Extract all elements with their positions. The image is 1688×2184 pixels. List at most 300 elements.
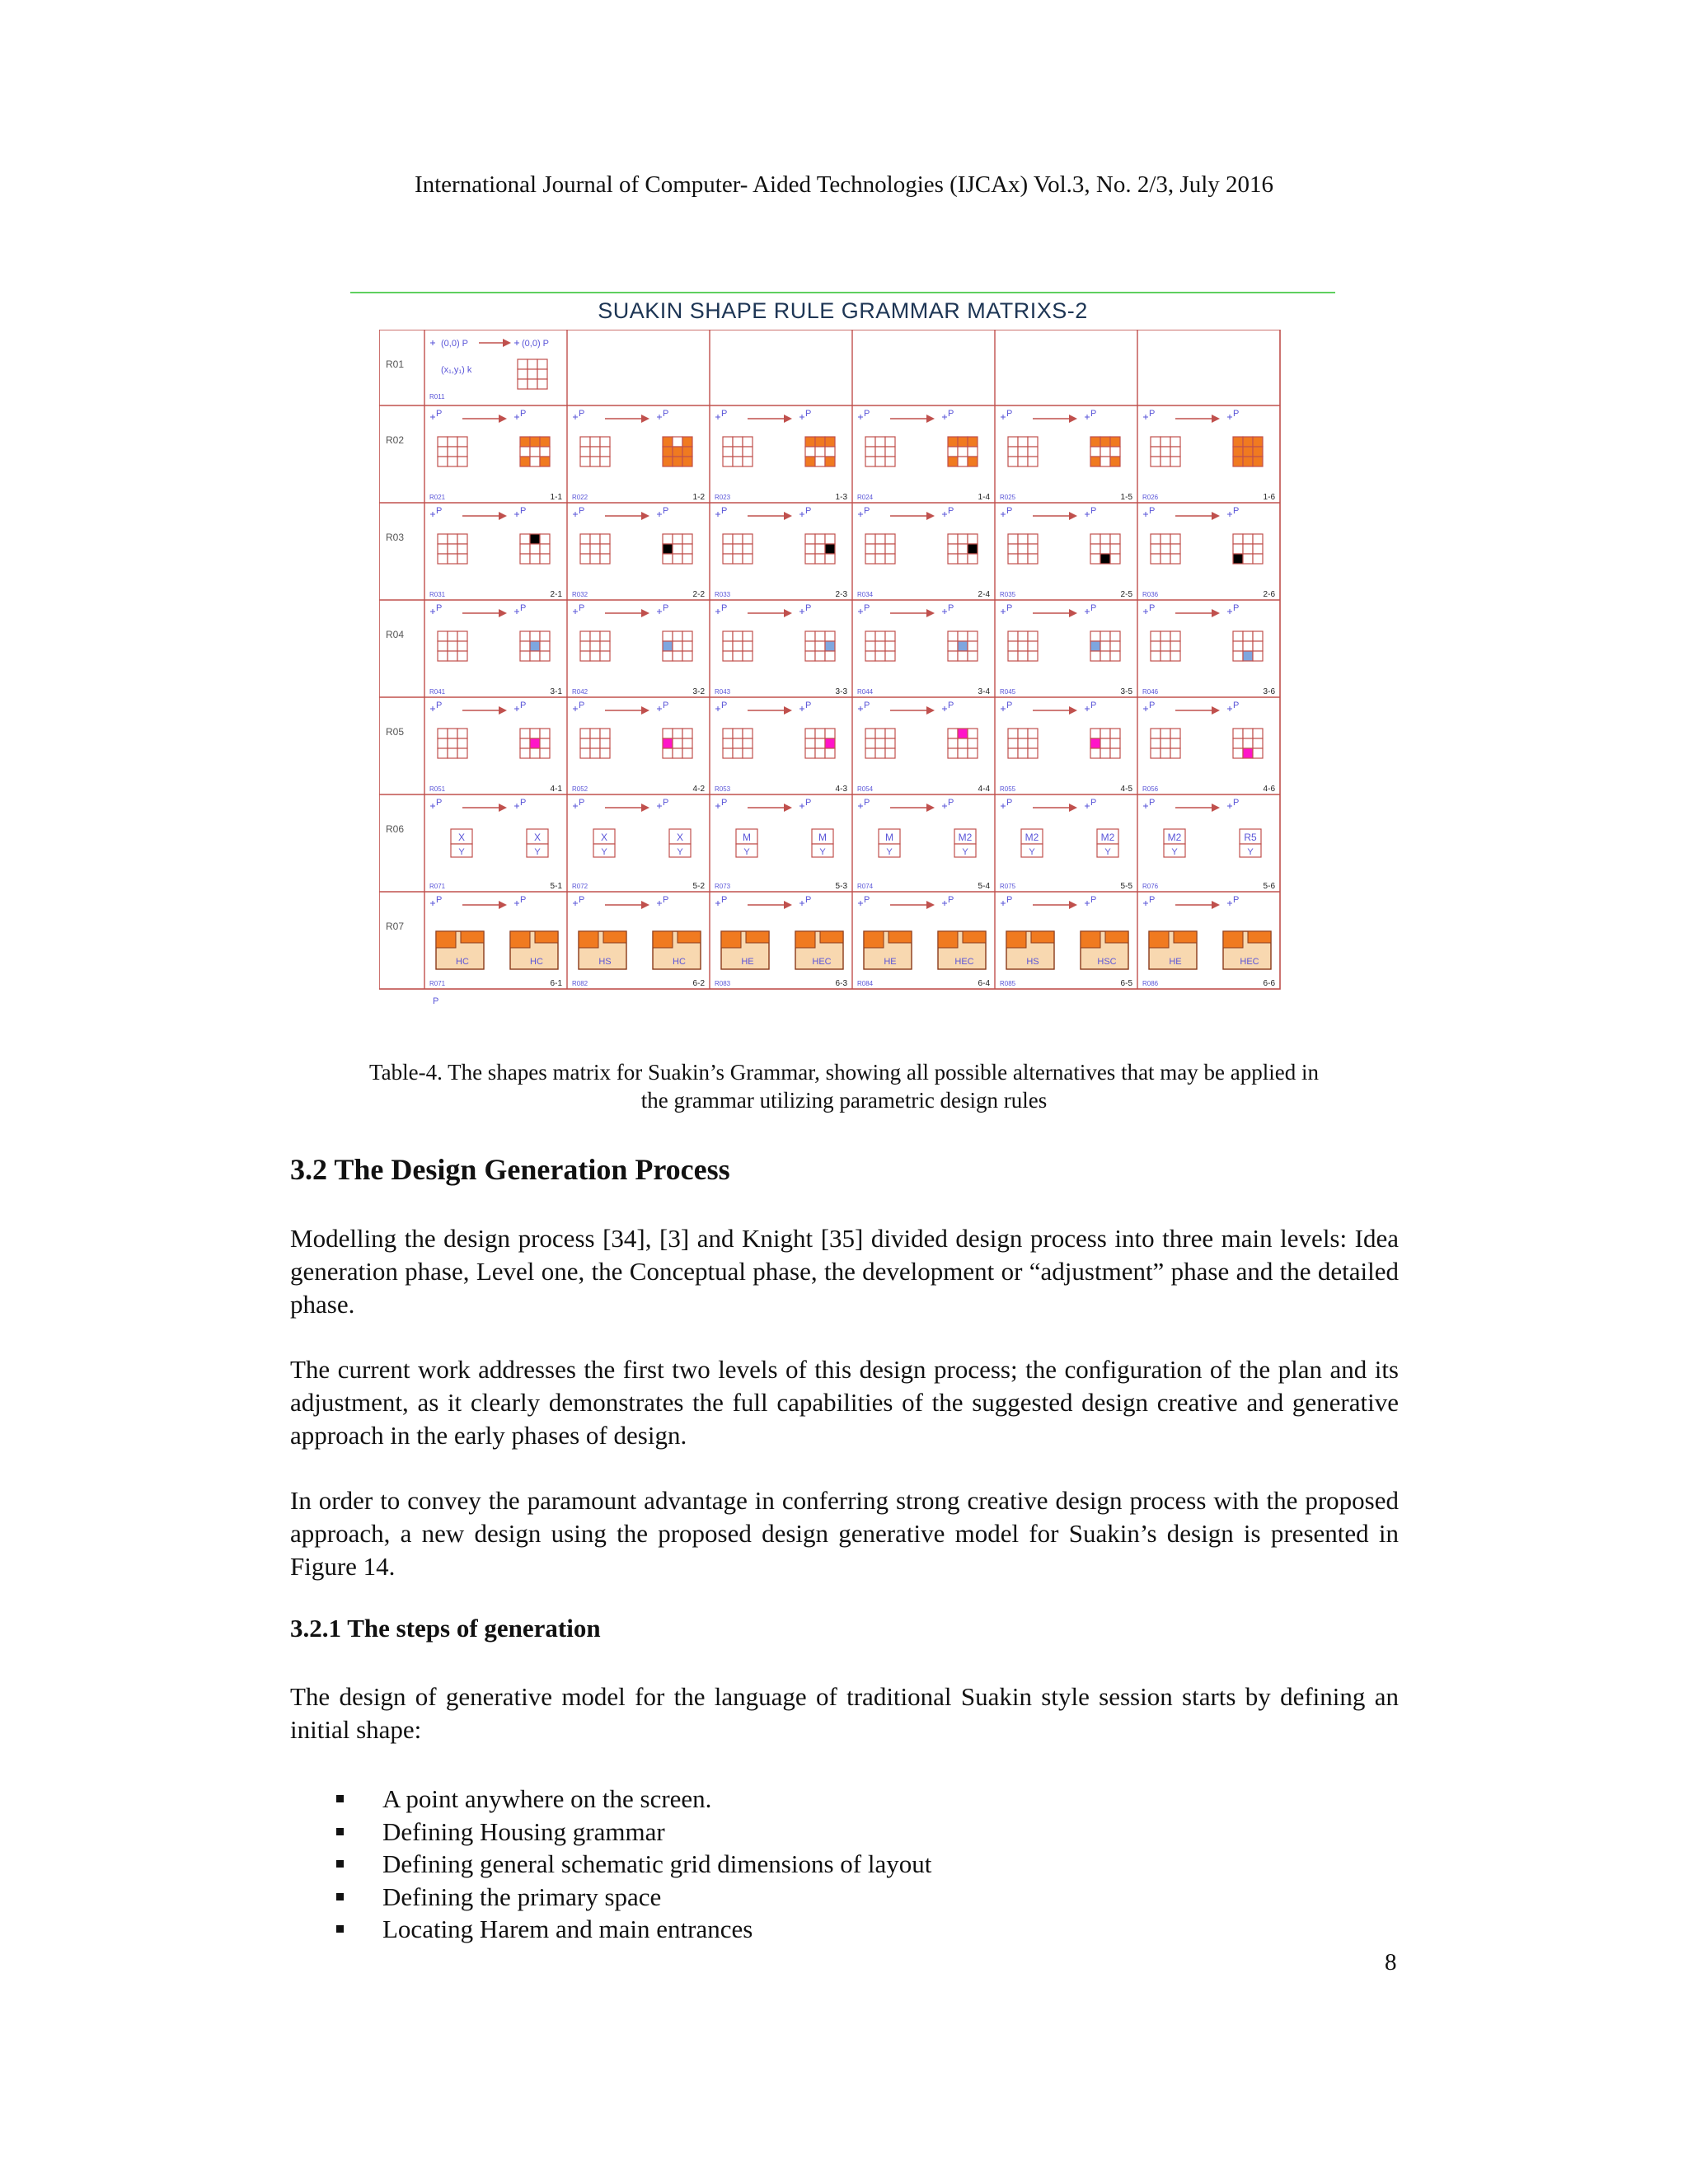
grid-cell xyxy=(1233,544,1243,554)
grid-cell xyxy=(1028,437,1038,447)
grid-cell xyxy=(520,641,530,651)
grid-cell xyxy=(885,748,895,758)
grid-cell xyxy=(600,437,610,447)
list-item-text: A point anywhere on the screen. xyxy=(382,1784,712,1813)
grid-cell xyxy=(1100,738,1110,748)
grid-cell xyxy=(825,437,835,447)
grid-cell xyxy=(590,554,600,564)
rule-code: R035 xyxy=(1000,591,1016,598)
cell-number: 2-2 xyxy=(692,590,705,599)
cell-number: 1-2 xyxy=(692,493,705,502)
bullet-square-icon xyxy=(336,1860,344,1868)
space-label: M xyxy=(818,832,827,843)
grid-cell xyxy=(1233,631,1243,641)
space-label: M2 xyxy=(1100,832,1115,843)
grid-cell xyxy=(743,554,753,564)
grid-cell xyxy=(968,748,978,758)
grid-cell xyxy=(723,457,733,466)
point-label: P xyxy=(1090,701,1097,710)
list-item-text: Defining the primary space xyxy=(382,1882,662,1911)
grid-cell xyxy=(1253,729,1263,738)
grid-cell xyxy=(1151,554,1160,564)
rule-code: R011 xyxy=(429,393,445,401)
grid-cell xyxy=(1243,554,1253,564)
grid-cell xyxy=(1090,748,1100,758)
cell-number: 6-4 xyxy=(978,979,990,988)
cell-number: 6-6 xyxy=(1263,979,1275,988)
cell-number: 4-3 xyxy=(835,785,847,794)
grid-cell xyxy=(815,534,825,544)
plan-room xyxy=(721,931,741,948)
grid-cell xyxy=(590,447,600,457)
grid-cell xyxy=(540,534,550,544)
grid-cell xyxy=(948,641,958,651)
grid-cell xyxy=(520,534,530,544)
grid-cell xyxy=(865,457,875,466)
grid-cell xyxy=(438,738,448,748)
point-label: P xyxy=(1006,409,1013,419)
grid-cell xyxy=(733,457,743,466)
grid-cell xyxy=(815,554,825,564)
rule-code: R043 xyxy=(715,688,731,696)
grid-cell xyxy=(1008,554,1018,564)
grid-cell xyxy=(520,554,530,564)
grid-cell xyxy=(865,631,875,641)
grid-cell xyxy=(1170,457,1180,466)
point-label: P xyxy=(721,895,728,905)
grid-cell xyxy=(540,738,550,748)
grid-cell xyxy=(815,447,825,457)
grid-cell xyxy=(1243,631,1253,641)
grid-cell xyxy=(885,447,895,457)
grid-cell xyxy=(733,631,743,641)
grid-cell xyxy=(1170,437,1180,447)
grid-cell xyxy=(580,534,590,544)
grid-cell xyxy=(1110,534,1120,544)
grid-cell xyxy=(1170,641,1180,651)
grid-cell xyxy=(1028,457,1038,466)
grid-cell xyxy=(1170,554,1180,564)
rule-arrow-head-icon xyxy=(641,415,649,423)
grid-cell xyxy=(1243,437,1253,447)
point-label: P xyxy=(805,506,812,516)
row-label: R01 xyxy=(386,359,405,370)
rule-arrow-head-icon xyxy=(641,804,649,812)
grid-cell xyxy=(1100,748,1110,758)
grid-cell xyxy=(1018,729,1028,738)
rule-arrow-head-icon xyxy=(499,415,507,423)
rule-arrow-head-icon xyxy=(1069,901,1077,909)
grid-cell xyxy=(958,554,968,564)
point-label: P xyxy=(1149,895,1156,905)
grid-cell xyxy=(530,457,540,466)
grid-cell xyxy=(1170,729,1180,738)
grid-cell xyxy=(958,631,968,641)
cell-number: 5-4 xyxy=(978,882,990,891)
grid-cell xyxy=(805,641,815,651)
grid-cell xyxy=(1090,447,1100,457)
grid-cell xyxy=(537,369,547,379)
grid-cell xyxy=(580,447,590,457)
grid-cell xyxy=(1253,631,1263,641)
grid-cell xyxy=(885,554,895,564)
point-label: P xyxy=(864,895,870,905)
grid-cell xyxy=(530,651,540,661)
cell-number: 4-1 xyxy=(550,785,562,794)
grid-cell xyxy=(682,729,692,738)
grid-cell xyxy=(1018,457,1028,466)
grid-cell xyxy=(723,544,733,554)
grid-cell xyxy=(682,738,692,748)
point-label: P xyxy=(1233,409,1240,419)
rule-code: R055 xyxy=(1000,785,1016,793)
plan-room xyxy=(535,931,558,943)
grid-cell xyxy=(825,544,835,554)
grid-cell xyxy=(1151,729,1160,738)
grid-cell xyxy=(663,534,673,544)
rule-code: R076 xyxy=(1142,883,1159,890)
shape-rule-matrix xyxy=(379,330,1286,1014)
grid-cell xyxy=(448,544,457,554)
grid-cell xyxy=(1253,738,1263,748)
grid-cell xyxy=(968,729,978,738)
plan-room xyxy=(1081,931,1100,948)
grid-cell xyxy=(815,544,825,554)
list-item xyxy=(330,1848,931,1881)
grid-cell xyxy=(865,738,875,748)
grid-cell xyxy=(457,641,467,651)
grid-cell xyxy=(518,359,528,369)
grid-cell xyxy=(682,437,692,447)
rule-code: R025 xyxy=(1000,494,1016,501)
grid-cell xyxy=(1100,437,1110,447)
grid-cell xyxy=(540,651,550,661)
list-item xyxy=(330,1913,931,1946)
grid-cell xyxy=(958,729,968,738)
point-label: P xyxy=(663,409,669,419)
point-label: P xyxy=(1006,701,1013,710)
cell-number: 1-1 xyxy=(550,493,562,502)
plan-room xyxy=(461,931,484,943)
grid-cell xyxy=(1090,738,1100,748)
cell-number: 2-4 xyxy=(978,590,990,599)
rule-code: R054 xyxy=(857,785,874,793)
grid-cell xyxy=(457,651,467,661)
grid-cell xyxy=(1028,738,1038,748)
space-label: X xyxy=(600,832,608,843)
grid-cell xyxy=(1160,651,1170,661)
point-label: P xyxy=(663,506,669,516)
grid-cell xyxy=(743,437,753,447)
list-item xyxy=(330,1783,931,1816)
grid-cell xyxy=(825,729,835,738)
grid-cell xyxy=(448,534,457,544)
grid-cell xyxy=(1018,447,1028,457)
rule-arrow-head-icon xyxy=(641,609,649,617)
grid-cell xyxy=(663,544,673,554)
rule-arrow-head-icon xyxy=(503,339,511,347)
point-label: P xyxy=(579,409,585,419)
plan-room xyxy=(653,931,673,948)
grid-cell xyxy=(1008,738,1018,748)
grid-cell xyxy=(723,447,733,457)
rule-arrow-head-icon xyxy=(1212,706,1220,715)
grid-cell xyxy=(1253,437,1263,447)
grid-cell xyxy=(1110,641,1120,651)
rule-code: R071 xyxy=(429,883,446,890)
grid-cell xyxy=(682,631,692,641)
rule-code: R026 xyxy=(1142,494,1159,501)
point-label: P xyxy=(520,798,527,808)
grid-cell xyxy=(1110,729,1120,738)
grid-cell xyxy=(1243,534,1253,544)
grid-cell xyxy=(825,554,835,564)
grid-cell xyxy=(815,457,825,466)
grid-cell xyxy=(1100,544,1110,554)
grid-cell xyxy=(530,748,540,758)
point-label: P xyxy=(948,895,954,905)
point-label: P xyxy=(864,603,870,613)
point-label: P xyxy=(579,506,585,516)
grid-cell xyxy=(673,641,682,651)
grid-cell xyxy=(580,729,590,738)
grid-cell xyxy=(1090,641,1100,651)
grid-cell xyxy=(723,437,733,447)
rule-arrow-head-icon xyxy=(499,901,507,909)
grid-cell xyxy=(1243,641,1253,651)
grid-cell xyxy=(885,534,895,544)
grid-cell xyxy=(540,554,550,564)
grid-cell xyxy=(733,554,743,564)
grid-cell xyxy=(1090,729,1100,738)
grid-cell xyxy=(1160,457,1170,466)
grid-cell xyxy=(1160,447,1170,457)
grid-cell xyxy=(875,437,885,447)
grid-cell xyxy=(1018,631,1028,641)
space-label: M2 xyxy=(958,832,973,843)
grid-cell xyxy=(875,534,885,544)
grid-cell xyxy=(1100,631,1110,641)
grid-cell xyxy=(865,447,875,457)
grid-cell xyxy=(1018,437,1028,447)
grid-cell xyxy=(673,651,682,661)
cell-number: 5-3 xyxy=(835,882,847,891)
grid-cell xyxy=(1110,631,1120,641)
grid-cell xyxy=(600,738,610,748)
grid-cell xyxy=(530,554,540,564)
grid-cell xyxy=(968,554,978,564)
grid-cell xyxy=(723,641,733,651)
grid-cell xyxy=(540,457,550,466)
grid-cell xyxy=(1028,631,1038,641)
grid-cell xyxy=(865,729,875,738)
grid-cell xyxy=(825,738,835,748)
rule-code: R046 xyxy=(1142,688,1159,696)
list-item-text: Locating Harem and main entrances xyxy=(382,1915,753,1943)
grid-cell xyxy=(600,729,610,738)
grid-cell xyxy=(1233,641,1243,651)
grid-cell xyxy=(948,544,958,554)
grid-cell xyxy=(457,534,467,544)
grid-cell xyxy=(528,379,537,389)
rule-arrow-head-icon xyxy=(1212,609,1220,617)
point-label: P xyxy=(436,798,443,808)
grid-cell xyxy=(1151,437,1160,447)
point-label: P xyxy=(1006,506,1013,516)
rule-arrow-head-icon xyxy=(926,512,935,520)
grid-cell xyxy=(865,437,875,447)
grid-cell xyxy=(733,641,743,651)
grid-cell xyxy=(875,631,885,641)
cell-number: 5-1 xyxy=(550,882,562,891)
grid-cell xyxy=(438,457,448,466)
caption-line-2: the grammar utilizing parametric design rules xyxy=(640,1088,1048,1113)
grid-cell xyxy=(805,729,815,738)
running-header: International Journal of Computer- Aided Technologies (IJCAx) Vol.3, No. 2/3, July 2016 xyxy=(414,171,1274,198)
grid-cell xyxy=(528,359,537,369)
rule-code: R073 xyxy=(715,883,731,890)
grid-cell xyxy=(1110,748,1120,758)
grid-cell xyxy=(875,447,885,457)
space-label: X xyxy=(533,832,542,843)
rule-code: R036 xyxy=(1142,591,1159,598)
point-label: P xyxy=(721,701,728,710)
cell-number: 4-4 xyxy=(978,785,990,794)
grid-cell xyxy=(815,729,825,738)
grid-cell xyxy=(540,729,550,738)
grid-cell xyxy=(1170,534,1180,544)
grid-cell xyxy=(530,738,540,748)
plan-room xyxy=(746,931,769,943)
grid-cell xyxy=(1151,447,1160,457)
grid-cell xyxy=(1243,544,1253,554)
grid-cell xyxy=(1253,457,1263,466)
grid-cell xyxy=(1233,738,1243,748)
grid-cell xyxy=(1008,447,1018,457)
grid-cell xyxy=(1151,651,1160,661)
grid-cell xyxy=(448,554,457,564)
grid-cell xyxy=(958,651,968,661)
grid-cell xyxy=(968,447,978,457)
grid-cell xyxy=(948,631,958,641)
grid-cell xyxy=(1090,544,1100,554)
point-label: P xyxy=(520,895,527,905)
list-item xyxy=(330,1881,931,1914)
grid-cell xyxy=(1100,534,1110,544)
rule-arrow-head-icon xyxy=(499,512,507,520)
grid-cell xyxy=(805,748,815,758)
point-label: P xyxy=(864,409,870,419)
grid-cell xyxy=(723,534,733,544)
point-label: P xyxy=(1149,701,1156,710)
grid-cell xyxy=(590,738,600,748)
rule-code: R052 xyxy=(572,785,588,793)
row-label: R03 xyxy=(386,532,405,543)
grid-cell xyxy=(537,379,547,389)
grid-cell xyxy=(438,729,448,738)
grid-cell xyxy=(743,729,753,738)
grid-cell xyxy=(733,651,743,661)
grid-cell xyxy=(438,447,448,457)
grid-cell xyxy=(580,651,590,661)
grid-cell xyxy=(600,544,610,554)
rule-arrow-head-icon xyxy=(1069,804,1077,812)
grid-cell xyxy=(815,748,825,758)
grid-cell xyxy=(958,738,968,748)
grid-cell xyxy=(663,748,673,758)
grid-cell xyxy=(968,437,978,447)
grid-cell xyxy=(1090,437,1100,447)
plan-label: HE xyxy=(741,957,754,967)
space-label: Y xyxy=(743,847,750,857)
grid-cell xyxy=(1028,729,1038,738)
grid-cell xyxy=(1028,748,1038,758)
grid-cell xyxy=(1028,641,1038,651)
grid-cell xyxy=(875,651,885,661)
cell-number: 1-5 xyxy=(1120,493,1132,502)
grid-cell xyxy=(590,631,600,641)
grid-cell xyxy=(1028,554,1038,564)
point-label: P xyxy=(579,895,585,905)
grid-cell xyxy=(1160,641,1170,651)
grid-cell xyxy=(968,738,978,748)
grid-cell xyxy=(600,447,610,457)
grid-cell xyxy=(580,554,590,564)
grid-cell xyxy=(448,748,457,758)
grid-cell xyxy=(1018,641,1028,651)
grid-cell xyxy=(815,651,825,661)
grid-cell xyxy=(600,457,610,466)
grid-cell xyxy=(885,437,895,447)
plan-room xyxy=(1006,931,1026,948)
rule-arrow-head-icon xyxy=(784,415,792,423)
grid-cell xyxy=(958,544,968,554)
grid-cell xyxy=(723,631,733,641)
grid-cell xyxy=(865,651,875,661)
grid-cell xyxy=(682,544,692,554)
grid-cell xyxy=(682,641,692,651)
grid-cell xyxy=(682,651,692,661)
grid-cell xyxy=(865,748,875,758)
point-label: P xyxy=(721,506,728,516)
grid-cell xyxy=(1028,651,1038,661)
grid-cell xyxy=(733,729,743,738)
plan-room xyxy=(864,931,884,948)
grid-cell xyxy=(805,651,815,661)
grid-cell xyxy=(958,641,968,651)
grid-cell xyxy=(805,437,815,447)
grid-cell xyxy=(1243,738,1253,748)
point-label: P xyxy=(805,798,812,808)
grid-cell xyxy=(457,457,467,466)
rule-arrow-head-icon xyxy=(926,706,935,715)
space-label: Y xyxy=(1171,847,1178,857)
grid-cell xyxy=(948,457,958,466)
grid-cell xyxy=(520,457,530,466)
origin-label: (0,0) P xyxy=(441,339,469,349)
grid-cell xyxy=(743,447,753,457)
rule-arrow-head-icon xyxy=(1069,609,1077,617)
point-label: P xyxy=(948,506,954,516)
grid-cell xyxy=(673,437,682,447)
grid-cell xyxy=(663,651,673,661)
cell-number: 5-5 xyxy=(1120,882,1132,891)
grid-cell xyxy=(968,534,978,544)
grid-cell xyxy=(875,729,885,738)
grid-cell xyxy=(1233,748,1243,758)
grid-cell xyxy=(1100,651,1110,661)
point-label: P xyxy=(1149,506,1156,516)
